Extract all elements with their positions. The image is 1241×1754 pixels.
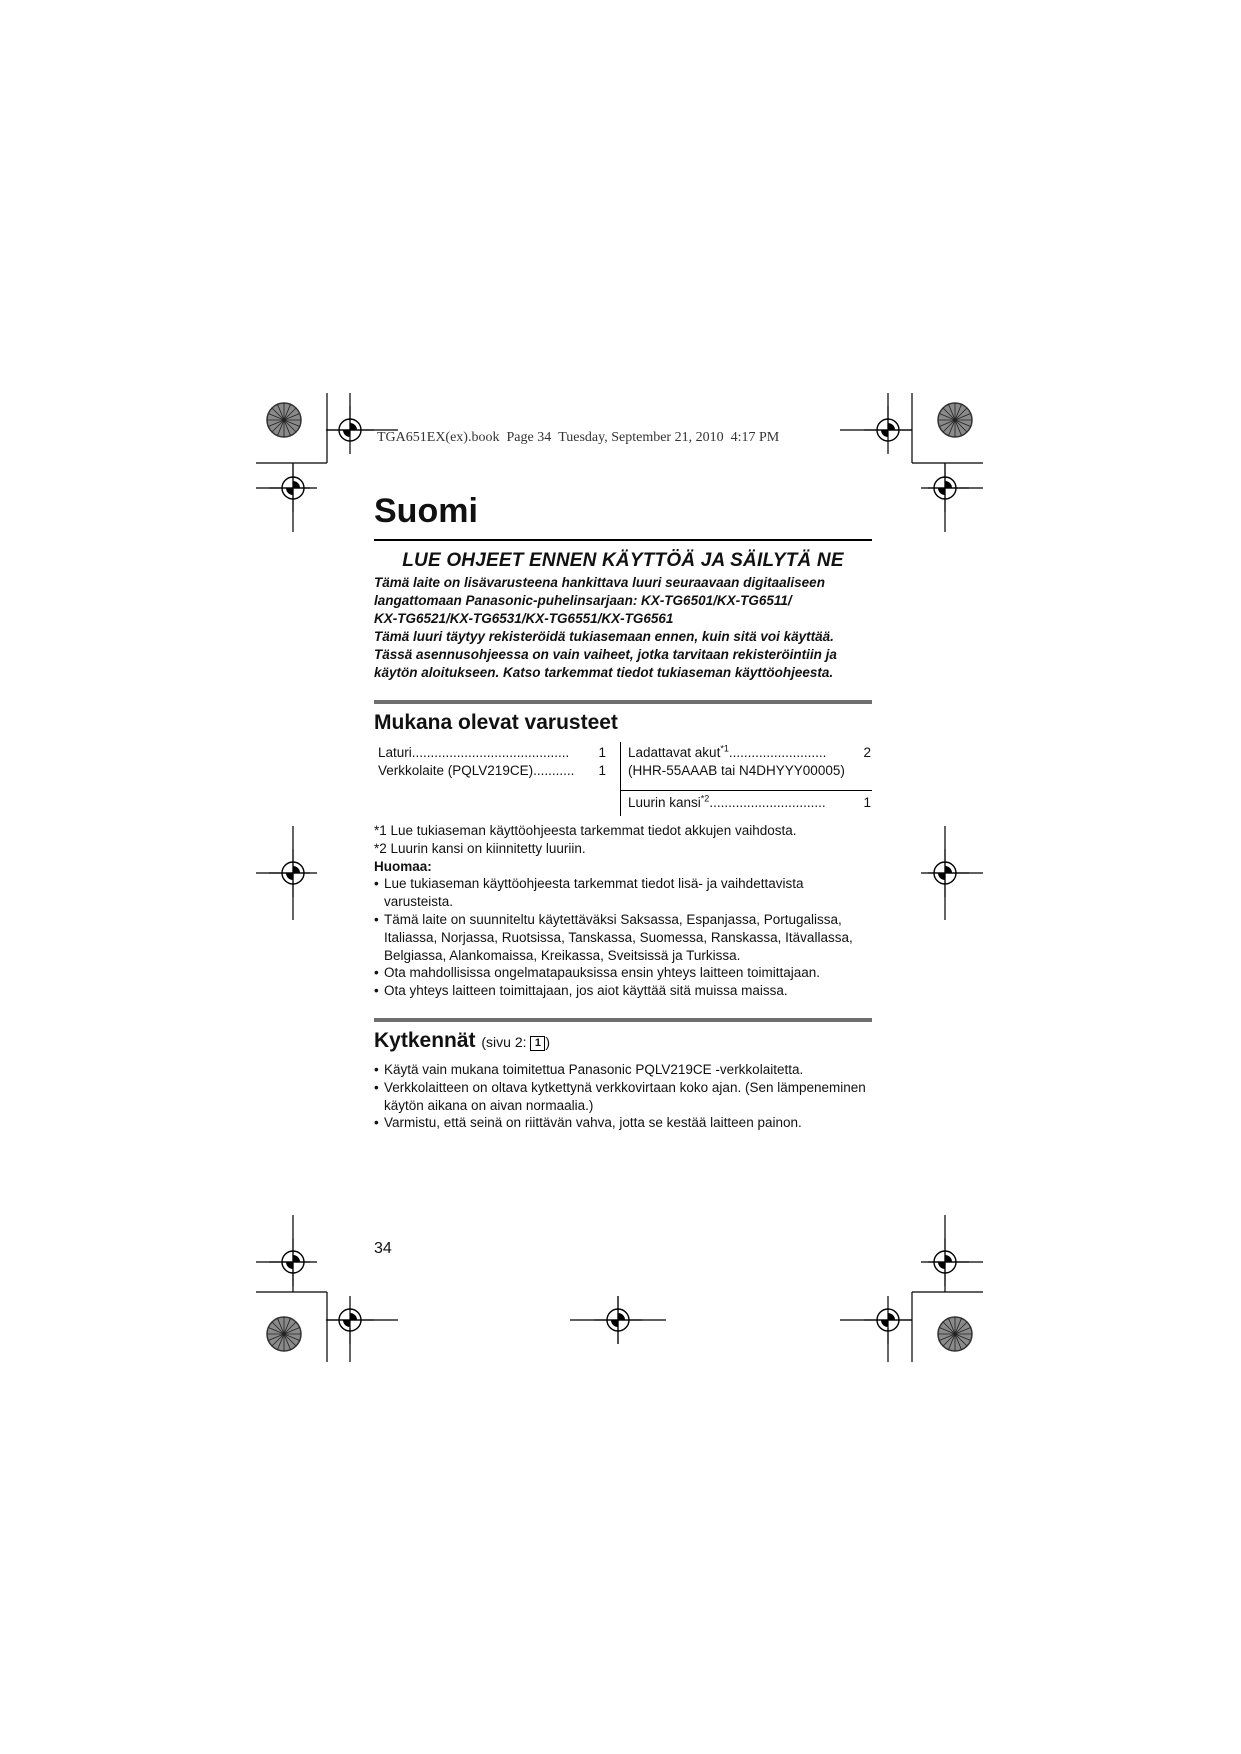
list-item: • Varmistu, että seinä on riittävän vahva, jotta se kestää laitteen painon. [374, 1114, 872, 1132]
accessory-model: (HHR-55AAAB tai N4DHYYY00005) [628, 763, 845, 778]
accessories-table [374, 742, 872, 816]
accessory-item: Luurin kansi$^{*2}$............................... 1 [628, 793, 871, 810]
accessories-right-column [628, 744, 871, 780]
accessories-right-column [628, 794, 871, 812]
figure-ref-box: 1 [530, 1036, 545, 1051]
intro-line: Tämä laite on lisävarusteena hankittava luuri seuraavaan digitaaliseen [374, 575, 825, 590]
registration-star-icon [267, 403, 301, 437]
list-item: • Lue tukiaseman käyttöohjeesta tarkemmat tiedot lisä- ja vaihdettavista varusteista. [374, 875, 872, 911]
intro-line: Tämä luuri täytyy rekisteröidä tukiasemaan ennen, kuin sitä voi käyttää. [374, 629, 834, 644]
connections-list [374, 1061, 872, 1132]
language-title: Suomi [374, 492, 478, 530]
intro-line: KX-TG6521/KX-TG6531/KX-TG6551/KX-TG6561 [374, 611, 674, 626]
registration-star-icon [267, 1317, 301, 1351]
accessories-left-column [378, 744, 606, 780]
accessory-item: Ladattavat akut$^{*1}$.......................... 2 [628, 743, 871, 760]
footnotes [374, 822, 872, 1000]
accessory-item: Verkkolaite (PQLV219CE)........... 1 [378, 763, 606, 778]
print-header [377, 430, 779, 446]
header-time: 4:17 PM [730, 430, 780, 445]
main-heading: LUE OHJEET ENNEN KÄYTTÖÄ JA SÄILYTÄ NE [402, 550, 844, 571]
header-file: TGA651EX(ex).book [377, 430, 500, 445]
registration-star-icon [938, 403, 972, 437]
section-rule [374, 1018, 872, 1022]
title-rule [374, 539, 872, 541]
footnote: *1 Lue tukiaseman käyttöohjeesta tarkemmat tiedot akkujen vaihdosta. [374, 823, 797, 838]
notes-list [374, 875, 872, 1000]
list-item: • Ota mahdollisissa ongelmatapauksissa ensin yhteys laitteen toimittajaan. [374, 964, 872, 982]
page-content [374, 490, 872, 1132]
connections-title: Kytkennät (sivu 2: 1 ) [374, 1028, 551, 1052]
connections-body [374, 1061, 872, 1132]
page-number: 34 [374, 1240, 392, 1257]
list-item: • Ota yhteys laitteen toimittajaan, jos aiot käyttää sitä muissa maissa. [374, 982, 872, 1000]
accessories-title: Mukana olevat varusteet [374, 711, 618, 734]
registration-star-icon [938, 1317, 972, 1351]
intro-text [374, 574, 872, 682]
intro-line: langattomaan Panasonic-puhelinsarjaan: KX-TG6501/KX-TG6511/ [374, 593, 792, 608]
note-label: Huomaa: [374, 858, 432, 874]
table-divider [620, 742, 621, 816]
list-item: • Verkkolaitteen on oltava kytkettynä verkkovirtaan koko ajan. (Sen lämpeneminen käytön aikana on aivan normaalia.) [374, 1079, 872, 1115]
section-rule [374, 700, 872, 704]
list-item: • Käytä vain mukana toimitettua Panasonic PQLV219CE -verkkolaitetta. [374, 1061, 872, 1079]
list-item: • Tämä laite on suunniteltu käytettäväksi Saksassa, Espanjassa, Portugalissa, Italiassa, Norjassa, Ruotsissa, Tanskassa, Suomessa, Ranskassa, Itävallassa, Belgiassa, Alankomaissa, Kreikassa, Sveitsissä ja Turkissa. [374, 911, 872, 964]
intro-line: käytön aloitukseen. Katso tarkemmat tiedot tukiaseman käyttöohjeesta. [374, 665, 834, 680]
footnote: *2 Luurin kansi on kiinnitetty luuriin. [374, 840, 586, 856]
header-page: Page 34 [506, 430, 552, 445]
intro-line: Tässä asennusohjeessa on vain vaiheet, jotka tarvitaan rekisteröintiin ja [374, 647, 837, 662]
table-divider [620, 790, 872, 791]
header-date: Tuesday, September 21, 2010 [558, 430, 724, 445]
accessory-item: Laturi.......................................... 1 [378, 745, 606, 760]
